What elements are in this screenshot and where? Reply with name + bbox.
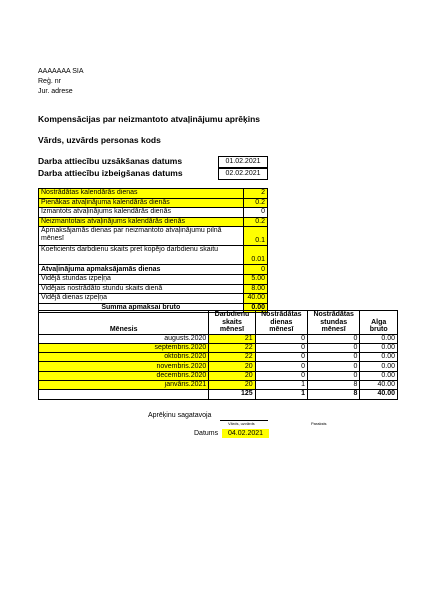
total-pay: 40.00 (360, 390, 398, 399)
calc-label: Summa apmaksai bruto (39, 303, 244, 313)
calc-value: 0.2 (243, 217, 267, 227)
calc-value: 0 (243, 208, 267, 218)
total-days: 1 (255, 390, 307, 399)
calc-row (39, 265, 268, 275)
days-cell: 1 (255, 380, 307, 389)
registration-number: Reģ. nr (38, 78, 61, 85)
calc-value: 5.00 (243, 274, 267, 284)
months-header-row (39, 311, 398, 335)
prepared-by-label: Aprēķinu sagatavoja (148, 412, 212, 419)
workdays-cell: 22 (209, 353, 255, 362)
calc-value: 0.2 (243, 198, 267, 208)
workdays-cell: 20 (209, 380, 255, 389)
calculation-table (38, 188, 268, 313)
pay-cell: 0.00 (360, 371, 398, 380)
days-cell: 0 (255, 362, 307, 371)
calc-row (39, 246, 268, 265)
table-row (39, 380, 398, 389)
total-hours: 8 (308, 390, 360, 399)
legal-address: Jur. adrese (38, 88, 73, 95)
end-date-label: Darba attiecību izbeigšanas datums (38, 168, 183, 178)
month-cell: septembris.2020 (39, 343, 209, 352)
month-cell: oktobris.2020 (39, 353, 209, 362)
col-workdays-header: Darbdienu skaits mēnesī (209, 311, 255, 335)
signature-caption: Paraksts (311, 421, 327, 426)
calc-value: 0.1 (243, 227, 267, 246)
calc-value: 0 (243, 265, 267, 275)
date-label: Datums (194, 430, 219, 437)
calc-value: 0.00 (243, 303, 267, 313)
pay-cell: 0.00 (360, 334, 398, 343)
calc-row (39, 294, 268, 304)
calc-label: Apmaksājamās dienas par neizmantoto atvaļinājumu pilnā mēnesī (39, 227, 244, 246)
calc-row (39, 198, 268, 208)
hours-cell: 0 (308, 334, 360, 343)
workdays-cell: 20 (209, 371, 255, 380)
table-row (39, 343, 398, 352)
workdays-cell: 20 (209, 362, 255, 371)
calc-value: 40.00 (243, 294, 267, 304)
table-row (39, 371, 398, 380)
calc-value: 2 (243, 189, 267, 199)
days-cell: 0 (255, 353, 307, 362)
month-cell: augusts.2020 (39, 334, 209, 343)
end-date-value: 02.02.2021 (218, 168, 268, 180)
col-hours-header: Nostrādātas stundas mēnesī (308, 311, 360, 335)
calc-row (39, 274, 268, 284)
workdays-cell: 22 (209, 343, 255, 352)
totals-label-cell (39, 390, 209, 399)
pay-cell: 0.00 (360, 362, 398, 371)
month-cell: novembris.2020 (39, 362, 209, 371)
calc-row (39, 284, 268, 294)
table-row (39, 353, 398, 362)
calc-label: Atvaļinājuma apmaksājamās dienas (39, 265, 244, 275)
days-cell: 0 (255, 371, 307, 380)
days-cell: 0 (255, 343, 307, 352)
hours-cell: 8 (308, 380, 360, 389)
calc-row (39, 227, 268, 246)
col-days-header: Nostrādātas dienas mēnesī (255, 311, 307, 335)
calc-label: Pienākas atvaļinājuma kalendārās dienās (39, 198, 244, 208)
person-line: Vārds, uzvārds personas kods (38, 135, 161, 145)
calc-label: Vidējais nostrādāto stundu skaits dienā (39, 284, 244, 294)
hours-cell: 0 (308, 343, 360, 352)
pay-cell: 40.00 (360, 380, 398, 389)
hours-cell: 0 (308, 362, 360, 371)
hours-cell: 0 (308, 353, 360, 362)
days-cell: 0 (255, 334, 307, 343)
table-row (39, 362, 398, 371)
calc-value: 0.01 (243, 246, 267, 265)
pay-cell: 0.00 (360, 343, 398, 352)
totals-row (39, 390, 398, 399)
col-pay-header: Alga bruto (360, 311, 398, 335)
calc-label: Izmantots atvaļinājums kalendārās dienās (39, 208, 244, 218)
total-workdays: 125 (209, 390, 255, 399)
document-title: Kompensācijas par neizmantoto atvaļinājumu aprēķins (38, 114, 261, 124)
calc-label: Vidējā stundas izpeļņa (39, 274, 244, 284)
calc-row (39, 217, 268, 227)
calc-value: 8.00 (243, 284, 267, 294)
calc-label: Vidējā dienas izpeļņa (39, 294, 244, 304)
calc-label: Nostrādātas kalendārās dienas (39, 189, 244, 199)
month-cell: janvāris.2021 (39, 380, 209, 389)
calc-row (39, 189, 268, 199)
start-date-label: Darba attiecību uzsākšanas datums (38, 156, 183, 166)
calc-row (39, 208, 268, 218)
hours-cell: 0 (308, 371, 360, 380)
start-date-value: 01.02.2021 (218, 156, 268, 168)
company-name: AAAAAAA SIA (38, 68, 84, 75)
pay-cell: 0.00 (360, 353, 398, 362)
date-value: 04.02.2021 (222, 429, 269, 438)
months-table (38, 310, 398, 400)
name-caption: Vārds, uzvārds (228, 421, 255, 426)
calc-label: Koeficients darbdienu skaits pret kopējo darbdienu skaitu (39, 246, 244, 265)
workdays-cell: 21 (209, 334, 255, 343)
table-row (39, 334, 398, 343)
col-month-header: Mēnesis (39, 311, 209, 335)
month-cell: decembris.2020 (39, 371, 209, 380)
calc-label: Neizmantotais atvaļinājums kalendārās dienās (39, 217, 244, 227)
